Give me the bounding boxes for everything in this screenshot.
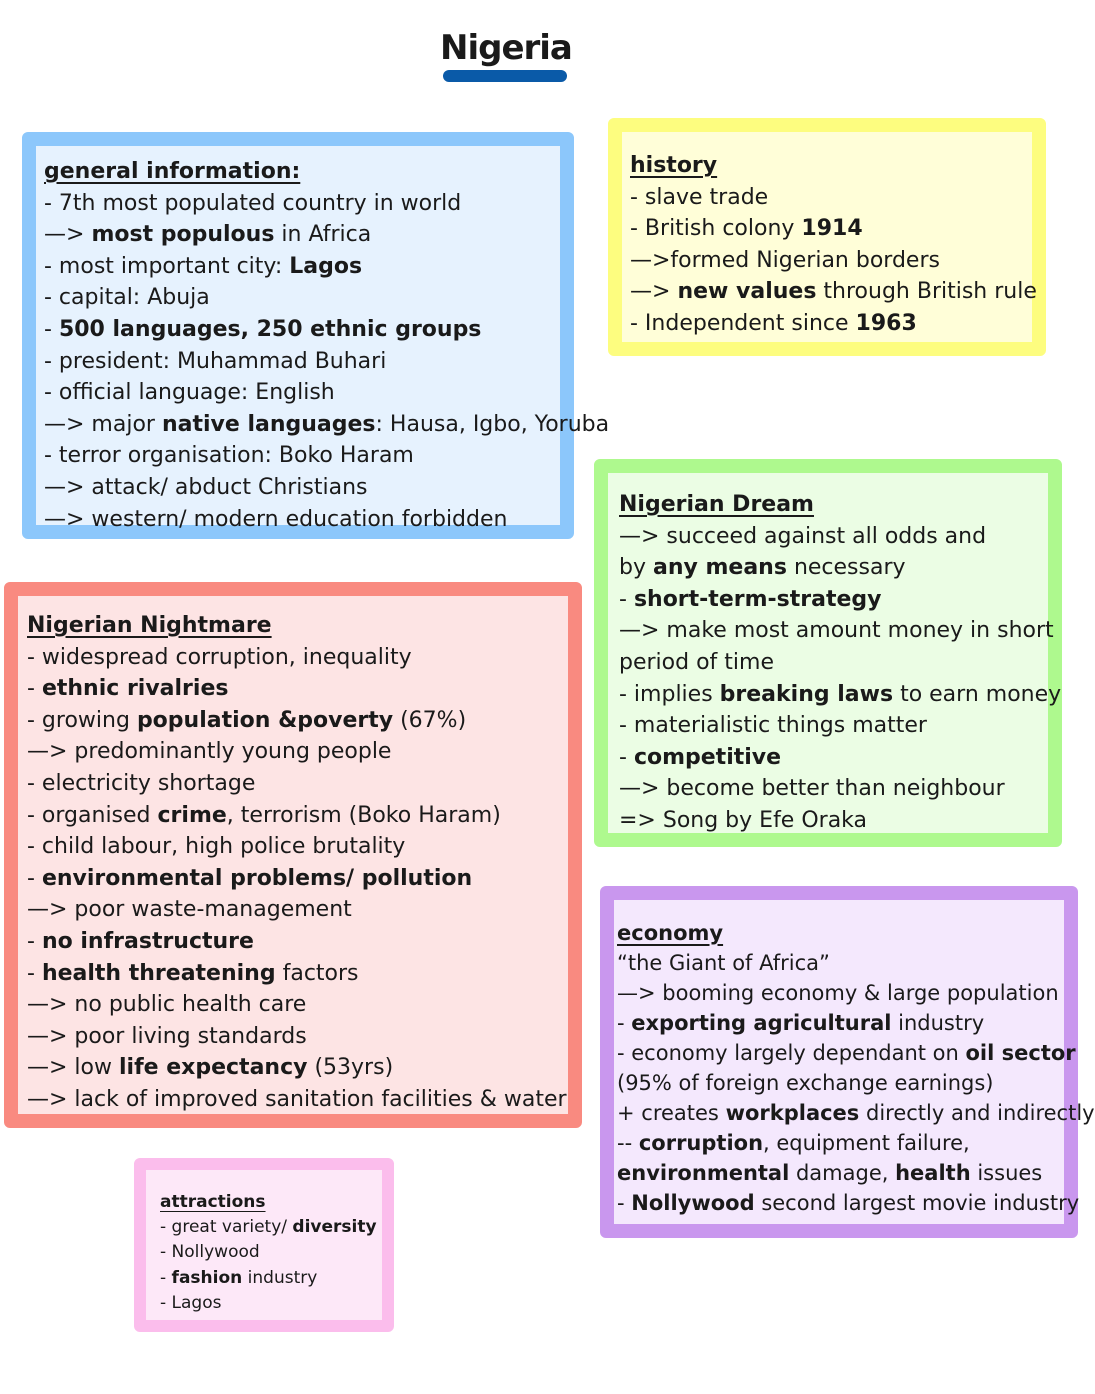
list-item [27,705,568,737]
text: - capital: Abuja [44,285,210,311]
text: —> no public health care [27,992,307,1018]
list-item [619,647,1048,679]
list-item [27,989,568,1021]
text: —> western/ modern education forbidden [44,506,508,532]
list-item [617,1008,1064,1038]
bold-text: no infrastructure [41,928,254,954]
bold-text: crime [157,802,227,828]
bold-text: environmental problems/ pollution [41,865,473,891]
bold-text: any means [652,555,787,581]
list-item [617,1038,1076,1068]
text: + creates [617,1101,726,1125]
text: damage, [789,1161,896,1185]
list-item [27,1021,568,1053]
text: - official language: English [44,380,335,406]
bold-text: oil sector [965,1041,1076,1065]
bold-text: environmental [617,1161,790,1185]
bold-text: 1963 [855,310,917,336]
bold-text: 1914 [801,216,863,242]
bold-text: ethnic rivalries [41,676,229,702]
text: - slave trade [630,184,769,210]
text: - most important city: [44,253,290,279]
history-card [608,118,1046,356]
text: —> predominantly young people [27,739,392,765]
list-item [44,282,560,314]
text: —>formed Nigerian borders [630,247,940,273]
list-item [44,219,560,251]
history-heading: history [630,153,718,178]
bold-text: health [895,1161,971,1185]
list-item [27,1052,568,1084]
list-item [630,213,1032,245]
text: , terrorism (Boko Haram) [226,802,501,828]
page-title: Nigeria [440,28,572,68]
text: - [27,960,42,986]
text: —> booming economy & large population [617,981,1059,1005]
text: - growing [27,707,137,733]
text: - materialistic things matter [619,713,927,739]
text: => Song by Efe Oraka [619,807,868,833]
title-block [440,28,570,82]
list-item [27,673,568,705]
bold-text: breaking laws [719,681,894,707]
list-item [617,1158,1064,1188]
text: - [619,586,634,612]
text: - organised [27,802,158,828]
list-item [27,736,568,768]
list-item [27,1084,568,1116]
list-item [27,831,568,863]
economy-card [600,886,1095,1238]
text: - British colony [630,216,802,242]
text: - Nollywood [160,1242,260,1263]
text: - [27,928,42,954]
nigerian-dream-heading: Nigerian Dream [619,492,814,517]
list-item [619,521,1048,553]
bold-text: workplaces [725,1101,860,1125]
text: —> attack/ abduct Christians [44,474,368,500]
bold-text: native languages [161,411,376,437]
text: —> make most amount money in short [619,618,1054,644]
list-item [619,615,1054,647]
general-information-lines [44,188,610,536]
economy-lines [617,948,1095,1218]
text: —> become better than neighbour [619,776,1005,802]
text: - [617,1191,632,1215]
nigerian-nightmare-lines [27,642,568,1116]
list-item [619,679,1062,711]
bold-text: corruption [638,1131,764,1155]
nigerian-dream-lines [619,521,1062,837]
attractions-lines [160,1215,382,1316]
text: - Independent since [630,310,856,336]
text: - economy largely dependant on [617,1041,966,1065]
text: - [617,1011,632,1035]
nigerian-nightmare-heading: Nigerian Nightmare [27,613,272,638]
text: - [27,865,42,891]
text: (53yrs) [307,1055,394,1081]
text: - electricity shortage [27,770,256,796]
text: issues [970,1161,1043,1185]
general-information-heading: general information: [44,159,301,184]
bold-text: short-term-strategy [633,586,882,612]
list-item [619,805,1048,837]
bold-text: new values [677,279,817,305]
bold-text: diversity [292,1217,377,1238]
text: —> [630,279,678,305]
list-item [619,773,1048,805]
text: in Africa [274,222,372,248]
list-item [630,308,1032,340]
list-item [630,245,1032,277]
text: - [619,744,634,770]
list-item [617,948,1064,978]
text: by [619,555,653,581]
title-underline [443,70,567,82]
bold-text: Lagos [289,253,363,279]
list-item [44,346,560,378]
list-item [619,584,1048,616]
text: —> lack of improved sanitation facilities & water [27,1086,567,1112]
text: , equipment failure, [763,1131,970,1155]
bold-text: 500 languages, 250 ethnic groups [58,316,482,342]
text: necessary [786,555,906,581]
text: industry [242,1267,318,1288]
list-item [27,958,568,990]
text: - terror organisation: Boko Haram [44,443,414,469]
list-item [44,504,560,536]
list-item [27,863,568,895]
bold-text: population &poverty [136,707,394,733]
list-item [27,642,568,674]
text: —> major [44,411,162,437]
text: second largest movie industry [754,1191,1080,1215]
list-item [160,1240,382,1265]
list-item [27,894,568,926]
list-item [619,552,1048,584]
text: —> poor waste-management [27,897,352,923]
list-item [160,1266,382,1291]
bold-text: competitive [633,744,782,770]
list-item [44,472,560,504]
bold-text: life expectancy [119,1055,308,1081]
bold-text: most populous [91,222,275,248]
list-item [160,1215,382,1240]
history-lines [630,182,1037,340]
text: - great variety/ [160,1217,293,1238]
text: to earn money [893,681,1062,707]
list-item [617,1098,1095,1128]
text: -- [617,1131,639,1155]
text: (95% of foreign exchange earnings) [617,1071,994,1095]
text: (67%) [393,707,467,733]
text: : Hausa, Igbo, Yoruba [375,411,610,437]
text: - child labour, high police brutality [27,834,406,860]
list-item [630,182,1032,214]
list-item [44,440,560,472]
text: - 7th most populated country in world [44,190,462,216]
general-information-card [22,132,610,539]
list-item [44,251,560,283]
list-item [44,314,560,346]
text: —> succeed against all odds and [619,523,987,549]
text: - [27,676,42,702]
list-item [617,1188,1080,1218]
list-item [27,768,568,800]
list-item [27,800,568,832]
text: - president: Muhammad Buhari [44,348,387,374]
text: industry [891,1011,985,1035]
bold-text: health threatening [41,960,276,986]
list-item [617,1068,1064,1098]
text: through British rule [816,279,1037,305]
attractions-card [134,1158,394,1332]
list-item [630,276,1037,308]
bold-text: fashion [171,1267,243,1288]
text: - implies [619,681,720,707]
text: —> [44,222,92,248]
list-item [44,409,610,441]
text: “the Giant of Africa” [617,951,830,975]
text: - widespread corruption, inequality [27,644,412,670]
text: —> low [27,1055,119,1081]
nigerian-dream-card [594,459,1062,847]
list-item [44,377,560,409]
list-item [44,188,560,220]
text: - Lagos [160,1292,222,1313]
text: period of time [619,649,774,675]
text: - [160,1267,172,1288]
list-item [27,926,568,958]
list-item [617,978,1064,1008]
list-item [617,1128,1064,1158]
list-item [160,1291,382,1316]
bold-text: Nollywood [631,1191,755,1215]
bold-text: exporting agricultural [631,1011,892,1035]
text: directly and indirectly [859,1101,1095,1125]
text: factors [275,960,359,986]
nigerian-nightmare-card [4,582,582,1128]
text: - [44,316,59,342]
list-item [619,710,1048,742]
text: —> poor living standards [27,1023,307,1049]
list-item [619,742,1048,774]
attractions-heading: attractions [160,1192,266,1212]
economy-heading: economy [617,921,724,945]
